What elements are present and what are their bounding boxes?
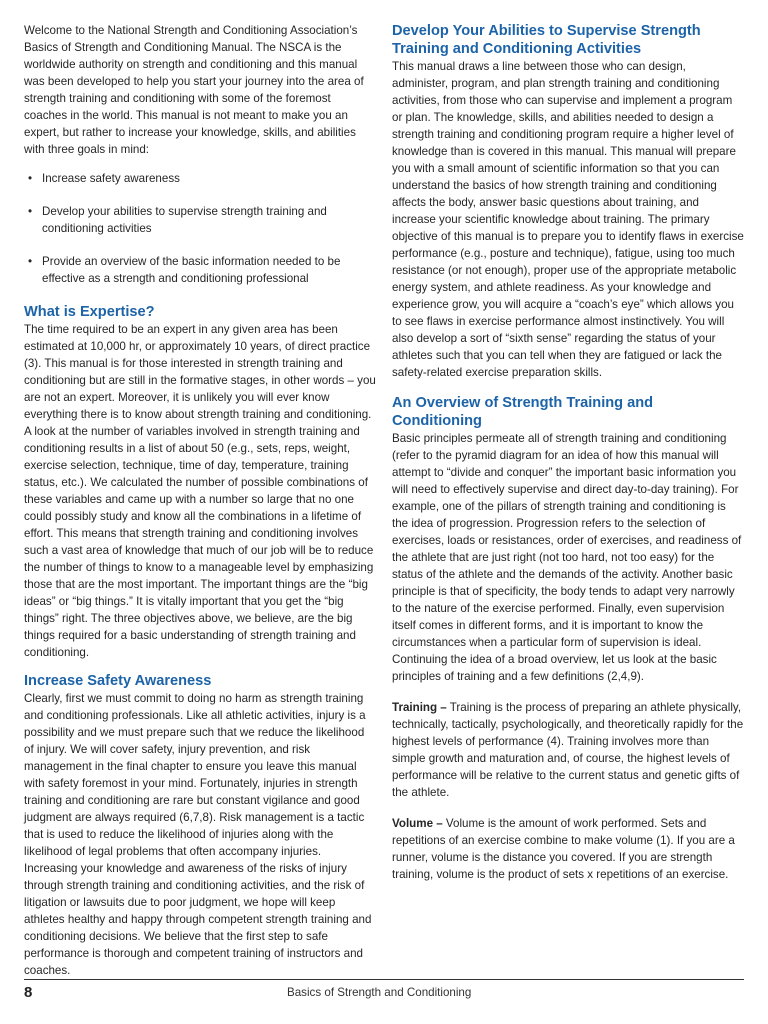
footer-divider — [24, 979, 744, 980]
list-item: • Develop your abilities to supervise strength training and conditioning activities — [24, 203, 376, 237]
overview-paragraph: Basic principles permeate all of strength training and conditioning (refer to the pyramid diagram for an idea of how this manual will attempt to “divide and conquer” the important basic information you will need to effectively supervise and direct day-to-day training). For example, one of the pillars of strength training and conditioning is the idea of progression. Progression refers to the selection of exercises, loads or resistances, order of exercises, and readiness of the athlete that are just right (not too hard, not too easy) for the status of the athlete and the demands of the activity. Another basic principle is that of specificity, the body tends to adapt very narrowly to the nature of the exercise performed. Finally, even supervision itself comes in different forms, and it is important to know the circumstances when a particular form of supervision is ideal. Continuing the idea of a broad overview, let us look at the basic principles of training and a few definitions (2,4,9). — [392, 432, 742, 683]
left-column — [24, 22, 376, 979]
volume-definition — [392, 815, 744, 883]
list-item: • Increase safety awareness — [24, 170, 376, 187]
footer-title: Basics of Strength and Conditioning — [287, 986, 472, 999]
training-definition — [392, 699, 744, 801]
safety-heading: Increase Safety Awareness — [24, 673, 212, 689]
safety-paragraph: Clearly, first we must commit to doing no harm as strength training and conditioning professionals. Like all athletic activities, injury is a possibility and we must prepare such that we reduce the likelihood of injury. We will cover safety, injury prevention, and risk management in the final chapter to ensure you leave this manual with safety foremost in your mind. Fortunately, injuries in strength training and conditioning are rare but constant vigilance and good judgment are always required (6,7,8). Risk management is a tactic that is used to reduce the likelihood of injuries along with the likelihood of legal problems that often accompany injuries. Increasing your knowledge and awareness of the risks of injury through strength training and conditioning activities, and the risk of litigation or lawsuits due to poor judgment, we hope will keep athletes healthy and happy through competent strength training and conditioning decisions. We believe that the first step to safe performance is thorough and competent training of instructors and coaches. — [24, 692, 372, 977]
training-term: Training – — [392, 701, 447, 714]
expertise-paragraph: The time required to be an expert in any given area has been estimated at 10,000 hr, or approximately 10 years, of direct practice (3). This manual is for those interested in strength training and conditioning but are still in the formative stages, in other words – you are not an expert. Moreover, it is unlikely you will ever know everything there is to know about strength training and conditioning. A look at the number of variables involved in strength training and conditioning results in a list of about 50 (e.g., sets, reps, weight, exercise selection, technique, time of day, temperature, training status, etc.). We calculated the number of possible combinations of these variables and came up with a number so large that no one could possibly study and know all the combinations in a lifetime of effort. This means that strength training and conditioning involves such a vast area of knowledge that much of our job will be to reduce the number of things to know to a manageable level by emphasizing those that are the most important. The important things are the “big ideas” or “big things.” It is vitally important that you get the “big things” right. The three objectives above, we believe, are the big things required for a basic understanding of strength training and conditioning. — [24, 323, 376, 659]
volume-term: Volume – — [392, 817, 443, 830]
volume-text: Volume is the amount of work performed. Sets and repetitions of an exercise combine to make volume (1). If you are a runner, volume is the distance you covered. If you are strength training, volume is the product of sets x repetitions of an exercise. — [392, 817, 735, 881]
goals-list — [24, 170, 376, 287]
supervise-paragraph: This manual draws a line between those who can design, administer, program, and plan strength training and conditioning activities, from those who can supervise and implement a program or plan. The knowledge, skills, and abilities needed to design a strength training and conditioning program require a higher level of knowledge than is covered in this manual. This manual will prepare you with a small amount of scientific information so that you can understand the basics of how strength training and conditioning affects the body, answer basic questions about training, and increase your scientific knowledge about training. The primary objective of this manual is to prepare you to identify flaws in exercise performance (e.g., posture and technique), fatigue, using too much resistance (or not enough), proper use of the appropriate metabolic energy system, and athlete readiness. As your knowledge and experience grow, you will acquire a “coach’s eye” which allows you to see flaws in exercise performance almost instinctively. You will also develop a sort of “sixth sense” regarding the status of your athletes such that you can tell when they are fatigued or lack the safety-related exercise preparation skills. — [392, 60, 744, 379]
intro-paragraph: Welcome to the National Strength and Conditioning Association’s Basics of Strength and Conditioning Manual. The NSCA is the worldwide authority on strength and conditioning and this manual was been developed to help you start your journey into the area of strength training and conditioning with some of the foremost coaches in the world. This manual is not meant to make you an expert, but rather to increase your knowledge, skills, and abilities with three goals in mind: — [24, 24, 364, 156]
supervise-heading: Develop Your Abilities to Supervise Strength Training and Conditioning Activities — [392, 23, 701, 57]
list-item: • Provide an overview of the basic information needed to be effective as a strength and conditioning professional — [24, 253, 376, 287]
expertise-heading: What is Expertise? — [24, 304, 155, 320]
overview-heading: An Overview of Strength Training and Conditioning — [392, 395, 654, 429]
right-column — [392, 22, 744, 883]
page-number: 8 — [24, 984, 33, 1001]
training-text: Training is the process of preparing an athlete physically, technically, tactically, psychologically, and theoretically rapidly for the highest levels of performance (4). Training involves more than simple growth and maturation and, of course, the highest levels of performance will be relative to the current status and genetic gifts of the athlete. — [392, 701, 744, 799]
